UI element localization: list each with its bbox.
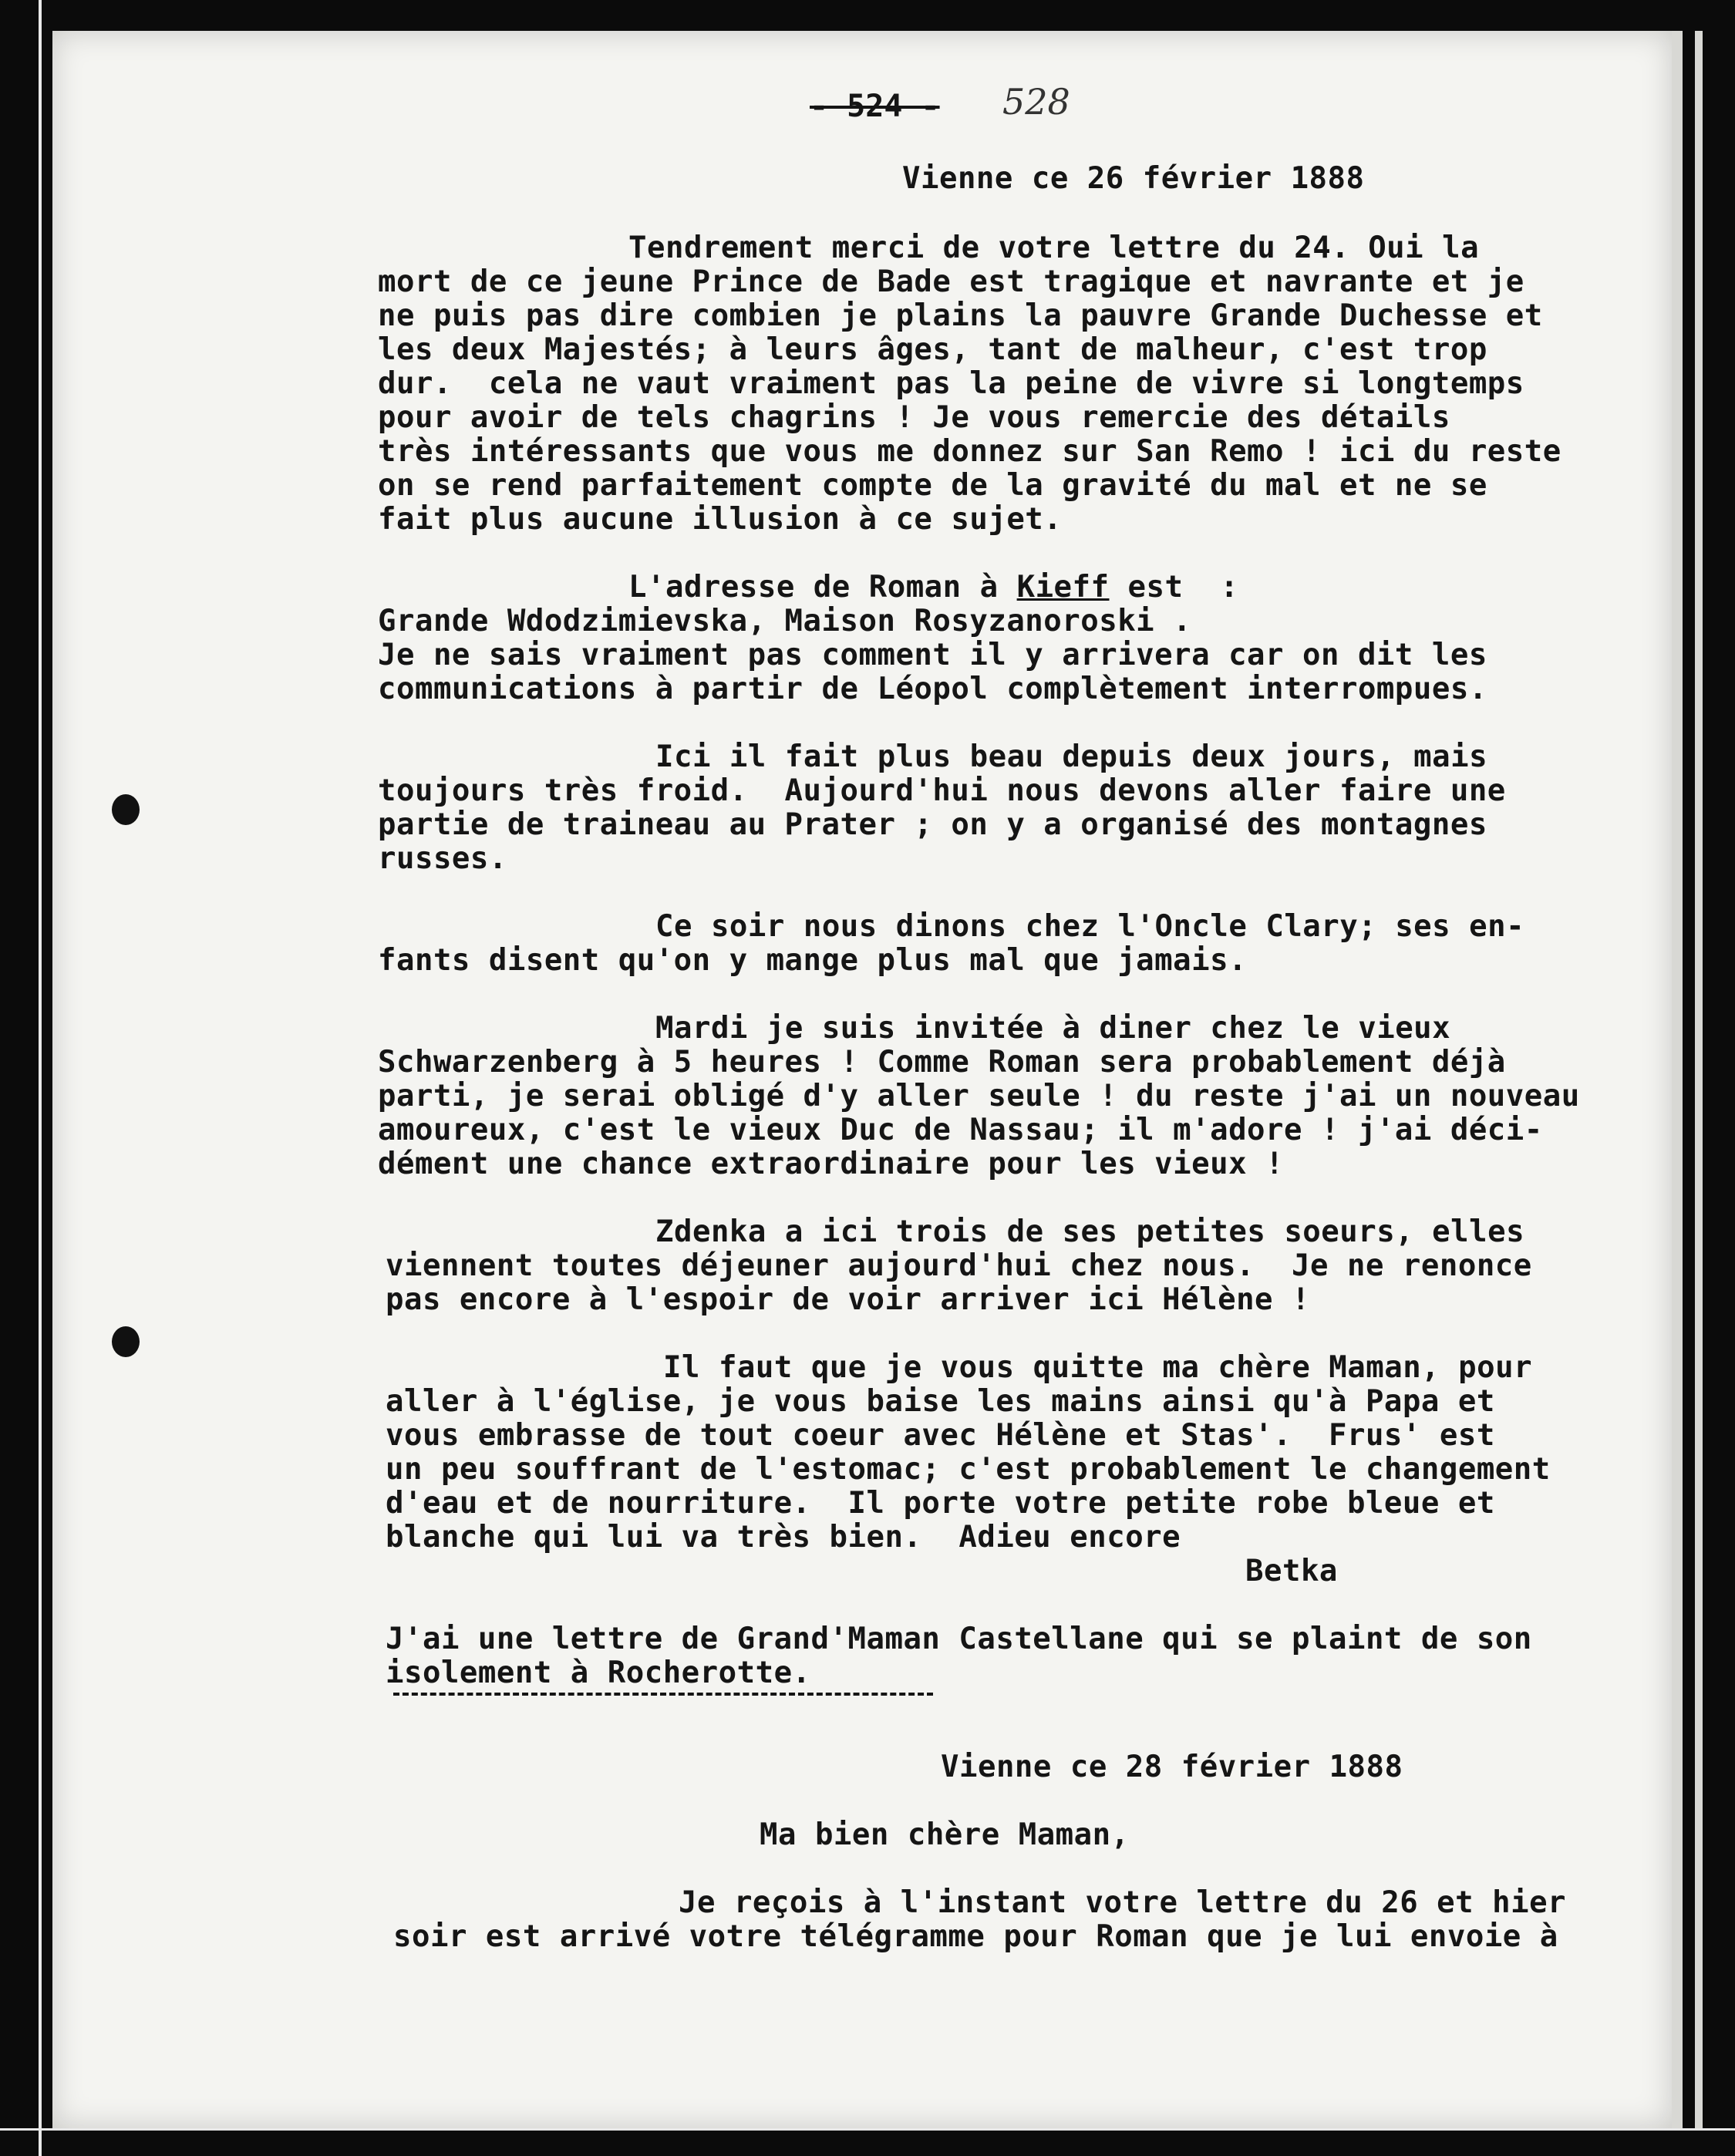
text-line: Tendrement merci de votre lettre du 24. Oui la — [628, 231, 1480, 265]
text-segment: est : — [1109, 570, 1239, 605]
text-line: toujours très froid. Aujourd'hui nous devons aller faire une — [378, 773, 1506, 808]
text-line: Zdenka a ici trois de ses petites soeurs, elles — [655, 1214, 1525, 1249]
punch-hole — [112, 794, 140, 825]
text-line: soir est arrivé votre télégramme pour Roman que je lui envoie à — [393, 1919, 1558, 1954]
text-line: Ce soir nous dinons chez l'Oncle Clary; ses en- — [655, 909, 1525, 944]
underlined-word: Kieff — [1016, 570, 1110, 605]
letter-date: Vienne ce 28 février 1888 — [941, 1750, 1403, 1784]
text-line: dément une chance extraordinaire pour les vieux ! — [378, 1147, 1285, 1181]
text-segment: L'adresse de Roman à — [628, 570, 1017, 605]
text-line: très intéressants que vous me donnez sur San Remo ! ici du reste — [378, 434, 1562, 469]
text-line: Grande Wdodzimievska, Maison Rosyzanoroski . — [378, 604, 1192, 638]
text-line: fait plus aucune illusion à ce sujet. — [378, 502, 1063, 537]
letter-date: Vienne ce 26 février 1888 — [902, 161, 1365, 196]
text-line: blanche qui lui va très bien. Adieu encore — [386, 1520, 1181, 1555]
text-line: viennent toutes déjeuner aujourd'hui chez nous. Je ne renonce — [386, 1248, 1532, 1283]
text-line: un peu souffrant de l'estomac; c'est probablement le changement — [386, 1452, 1551, 1487]
text-line: amoureux, c'est le vieux Duc de Nassau; il m'adore ! j'ai déci- — [378, 1113, 1543, 1147]
text-line: russes. — [378, 841, 507, 876]
text-line: dur. cela ne vaut vraiment pas la peine de vivre si longtemps — [378, 366, 1524, 401]
text-line: Mardi je suis invitée à diner chez le vieux — [655, 1011, 1451, 1046]
text-line: Je ne sais vraiment pas comment il y arrivera car on dit les — [378, 638, 1487, 672]
page-edge — [1695, 31, 1703, 2128]
text-line: partie de traineau au Prater ; on y a organisé des montagnes — [378, 807, 1487, 842]
text-line: communications à partir de Léopol complètement interrompues. — [378, 672, 1487, 706]
text-line: mort de ce jeune Prince de Bade est tragique et navrante et je — [378, 264, 1524, 299]
page-edge — [1672, 31, 1683, 2128]
text-line: ne puis pas dire combien je plains la pauvre Grande Duchesse et — [378, 298, 1543, 333]
signature: Betka — [1245, 1554, 1338, 1588]
typed-page-number: - 524 - — [810, 89, 940, 124]
text-line: Je reçois à l'instant votre lettre du 26 et hier — [679, 1885, 1567, 1920]
text-line: les deux Majestés; à leurs âges, tant de malheur, c'est trop — [378, 332, 1487, 367]
text-line: pas encore à l'espoir de voir arriver ici Hélène ! — [386, 1282, 1310, 1317]
text-line: Il faut que je vous quitte ma chère Maman, pour — [663, 1350, 1533, 1385]
separator-line — [393, 1693, 933, 1696]
film-frame-bottom — [0, 2128, 1735, 2131]
text-line: pour avoir de tels chagrins ! Je vous remercie des détails — [378, 400, 1450, 435]
film-frame-left — [39, 0, 42, 2156]
text-line: parti, je serai obligé d'y aller seule ! du reste j'ai un nouveau — [378, 1079, 1580, 1113]
punch-hole — [112, 1326, 140, 1357]
text-line: on se rend parfaitement compte de la gravité du mal et ne se — [378, 468, 1487, 503]
text-line: vous embrasse de tout coeur avec Hélène et Stas'. Frus' est — [386, 1418, 1495, 1453]
salutation: Ma bien chère Maman, — [760, 1817, 1130, 1852]
handwritten-page-number: 528 — [1002, 81, 1070, 123]
page-number — [810, 89, 940, 124]
postscript-line: J'ai une lettre de Grand'Maman Castellane qui se plaint de son — [386, 1622, 1532, 1656]
postscript-line: isolement à Rocherotte. — [386, 1656, 811, 1690]
text-line: Schwarzenberg à 5 heures ! Comme Roman sera probablement déjà — [378, 1045, 1506, 1080]
text-line: fants disent qu'on y mange plus mal que jamais. — [378, 943, 1248, 978]
text-line: Ici il fait plus beau depuis deux jours, mais — [655, 739, 1488, 774]
text-line — [628, 571, 1238, 605]
text-line: d'eau et de nourriture. Il porte votre petite robe bleue et — [386, 1486, 1495, 1521]
text-line: aller à l'église, je vous baise les mains ainsi qu'à Papa et — [386, 1384, 1495, 1419]
